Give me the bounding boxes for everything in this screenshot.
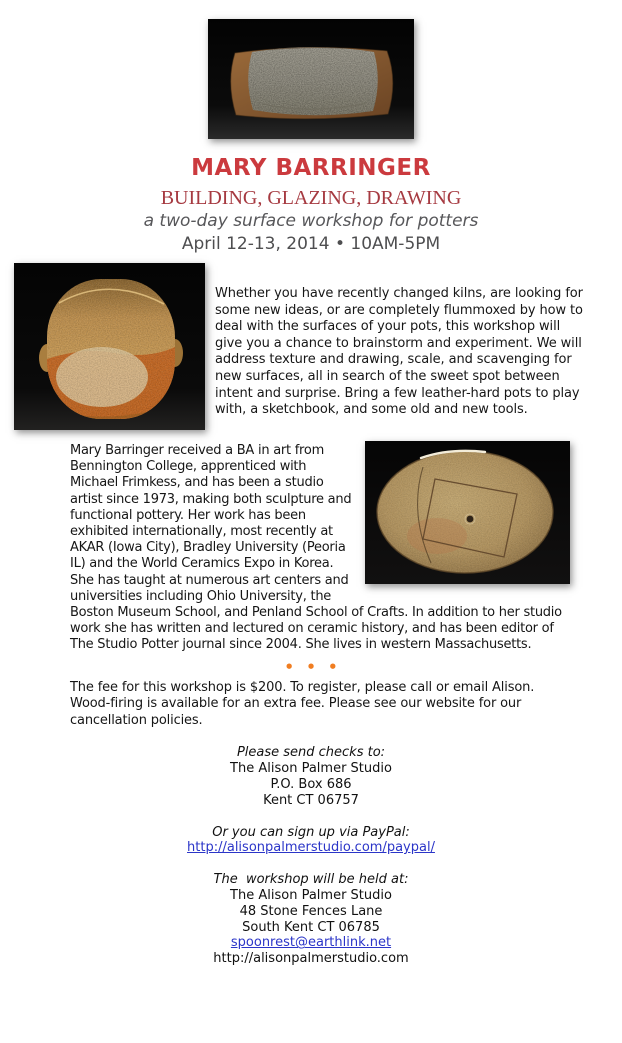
paypal-block xyxy=(0,825,622,857)
venue-line-studio: The Alison Palmer Studio xyxy=(230,888,392,903)
page-title: MARY BARRINGER xyxy=(191,155,431,181)
bio-section xyxy=(70,443,570,654)
plate-photo xyxy=(365,441,570,584)
checks-line-pobox: P.O. Box 686 xyxy=(270,777,352,793)
venue-block xyxy=(0,872,622,967)
intro-paragraph: Whether you have recently changed kilns, are looking for some new ideas, or are completely flummoxed by how to deal with the surfaces of your pots, this workshop will give you a chance to brainstorm and experiment. We will address texture and drawing, scale, and scavenging for new surfaces, all in search of the sweet spot between intent and surprise. Bring a few leather-hard pots to play with, a sketchbook, and some old and new tools. xyxy=(215,286,583,418)
workshop-subtitle: BUILDING, GLAZING, DRAWING xyxy=(160,187,462,209)
plate-photo-image xyxy=(365,441,570,584)
paypal-link[interactable]: http://alisonpalmerstudio.com/paypal/ xyxy=(187,840,435,856)
workshop-date: April 12-13, 2014 • 10AM-5PM xyxy=(181,234,441,254)
bowl-photo xyxy=(14,263,205,430)
checks-line-studio: The Alison Palmer Studio xyxy=(230,761,392,777)
checks-line-city: Kent CT 06757 xyxy=(263,792,359,808)
bowl-photo-image xyxy=(14,263,205,430)
venue-heading: The workshop will be held at: xyxy=(213,872,409,888)
dots-divider xyxy=(0,659,622,675)
intro-section xyxy=(14,263,586,430)
dot-icon: • xyxy=(284,657,294,676)
tray-photo-image xyxy=(208,19,414,139)
fee-paragraph: The fee for this workshop is $200. To register, please call or email Alison. Wood-firing is available for an extra fee. Please see our website for our cancellation policies. xyxy=(70,679,535,728)
dot-icon: • xyxy=(328,657,338,676)
dot-icon: • xyxy=(306,657,316,676)
checks-heading: Please send checks to: xyxy=(236,745,386,761)
workshop-tagline: a two-day surface workshop for potters xyxy=(143,211,479,231)
checks-block xyxy=(0,745,622,808)
workshop-flyer xyxy=(0,19,622,1043)
venue-website: http://alisonpalmerstudio.com xyxy=(213,951,409,967)
bio-paragraph: Mary Barringer received a BA in art from Bennington College, apprenticed with Michael Frimkess, and has been a studio artist since 1973, making both sculpture and functional pottery. Her work has been exhibited internationally, most recently at AKAR (Iowa City), Bradley University (Peoria IL) and the World Ceramics Expo in Korea. She has taught at numerous art centers and universities including Ohio University, the Boston Museum School, and Penland School of Crafts. In addition to her studio work she has written and lectured on ceramic history, and has been editor of The Studio Potter journal since 2004. She lives in western Massachusetts. xyxy=(70,443,562,653)
venue-email-link[interactable]: spoonrest@earthlink.net xyxy=(230,935,392,951)
venue-line-city: South Kent CT 06785 xyxy=(242,919,380,935)
venue-line-street: 48 Stone Fences Lane xyxy=(239,903,383,919)
paypal-heading: Or you can sign up via PayPal: xyxy=(212,824,410,840)
tray-photo xyxy=(208,19,414,139)
